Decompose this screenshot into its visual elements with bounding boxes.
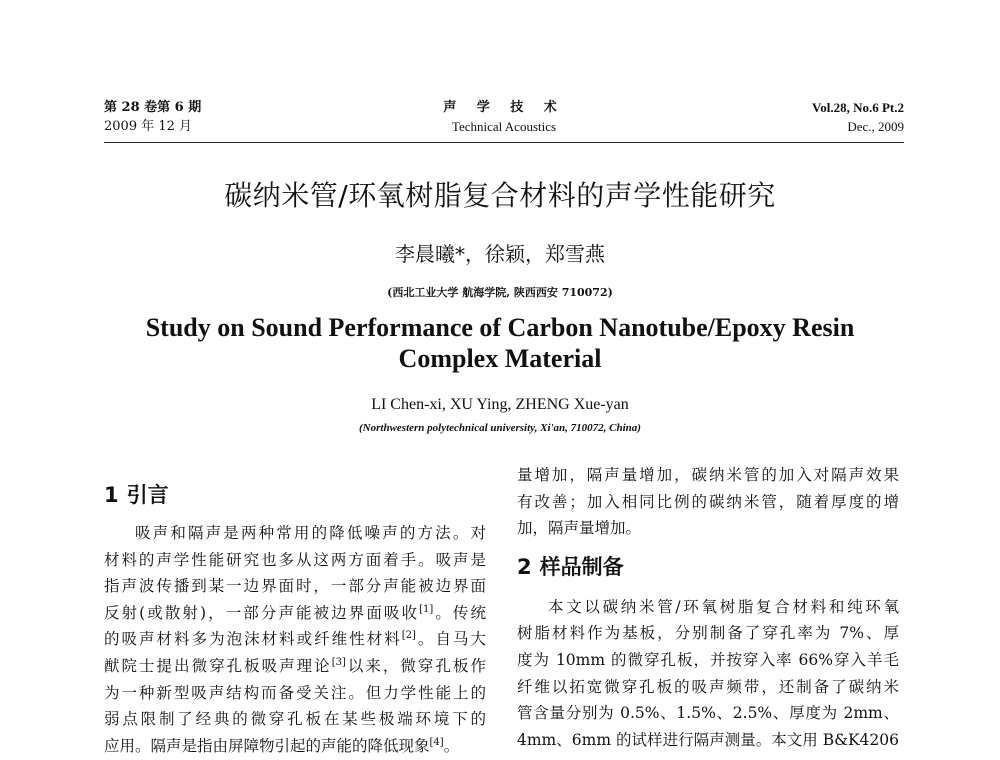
paper-title-en-line1: Study on Sound Performance of Carbon Nanotube/Epoxy Resin [145, 313, 855, 342]
left-column [104, 480, 486, 759]
body-line-text: 应用。隔声是指由屏障物引起的声能的降低现象 [104, 736, 430, 755]
body-line: 材料的声学性能研究也多从这两方面着手。吸声是 [104, 550, 486, 569]
header-issue-info [812, 98, 904, 136]
section-2-title: 样品制备 [539, 554, 624, 579]
body-line: 弱点限制了经典的微穿孔板在某些极端环境下的 [104, 710, 486, 729]
body-line: 加，隔声量增加。 [517, 519, 642, 538]
body-line: 量增加，隔声量增加，碳纳米管的加入对隔声效果 [517, 466, 899, 484]
citation-ref: [4] [429, 736, 444, 748]
header-date-cn: 2009 年 12 月 [104, 119, 193, 134]
body-line [104, 626, 486, 653]
header-journal-cn: 声 学 技 术 [443, 100, 565, 115]
authors-en: LI Chen-xi, XU Ying, ZHENG Xue-yan [371, 396, 629, 413]
section-1-title: 引言 [126, 483, 169, 507]
section-1-number: 1 [104, 483, 119, 507]
paper-title-en-line2: Complex Material [398, 344, 602, 373]
section-1-heading [104, 480, 486, 510]
right-column [517, 462, 899, 753]
body-line-text: 的吸声材料多为泡沫材料或纤维性材料 [104, 630, 402, 649]
body-line [104, 600, 486, 627]
body-line-text: 。传统 [433, 603, 486, 622]
body-line-text: 。自马大 [415, 630, 486, 649]
affiliation-cn: (西北工业大学 航海学院, 陕西西安 710072) [387, 286, 613, 299]
body-line: 指声波传播到某一边界面时，一部分声能被边界面 [104, 577, 486, 596]
header-journal [104, 98, 904, 136]
section-2-number: 2 [517, 554, 532, 579]
body-line: 为一种新型吸声结构而备受关注。但力学性能上的 [104, 683, 486, 702]
citation-ref: [1] [419, 603, 434, 615]
body-line: 度为 10mm 的微穿孔板，并按穿入率 66%穿入羊毛 [517, 650, 899, 669]
body-line-text: 。 [443, 736, 460, 755]
body-line-text: 猷院士提出微穿孔板吸声理论 [104, 656, 332, 675]
running-header [104, 98, 904, 143]
citation-ref: [3] [331, 656, 346, 668]
body-line [104, 733, 486, 760]
body-line-text: 反射(或散射)，一部分声能被边界面吸收 [104, 603, 420, 622]
section-2-heading [517, 552, 899, 582]
body-line: 管含量分别为 0.5%、1.5%、2.5%、厚度为 2mm、 [517, 704, 899, 723]
header-volume: 第 28 卷第 6 期 [104, 100, 202, 115]
affiliation-en: (Northwestern polytechnical university, Xi'an, 710072, China) [359, 422, 641, 434]
body-line: 树脂材料作为基板，分别制备了穿孔率为 7%、厚 [517, 624, 899, 643]
paper-title-cn: 碳纳米管/环氧树脂复合材料的声学性能研究 [224, 179, 776, 212]
body-line [104, 653, 486, 680]
authors-cn: 李晨曦*，徐颖，郑雪燕 [395, 242, 605, 266]
header-date-en: Dec., 2009 [847, 119, 904, 134]
header-journal-en: Technical Acoustics [451, 119, 557, 134]
body-line: 本文以碳纳米管/环氧树脂复合材料和纯环氧 [548, 597, 899, 616]
header-issue-en: Vol.28, No.6 Pt.2 [812, 100, 904, 115]
body-line: 吸声和隔声是两种常用的降低噪声的方法。对 [135, 524, 486, 542]
citation-ref: [2] [401, 630, 416, 642]
body-line: 有改善；加入相同比例的碳纳米管，随着厚度的增 [517, 492, 899, 511]
body-line-text: 以来，微穿孔板作 [345, 656, 486, 675]
body-line: 纤维以拓宽微穿孔板的吸声频带，还制备了碳纳米 [517, 677, 899, 696]
paper-title-en [0, 312, 1000, 374]
body-line: 4mm、6mm 的试样进行隔声测量。本文用 B&K4206 [517, 730, 899, 749]
